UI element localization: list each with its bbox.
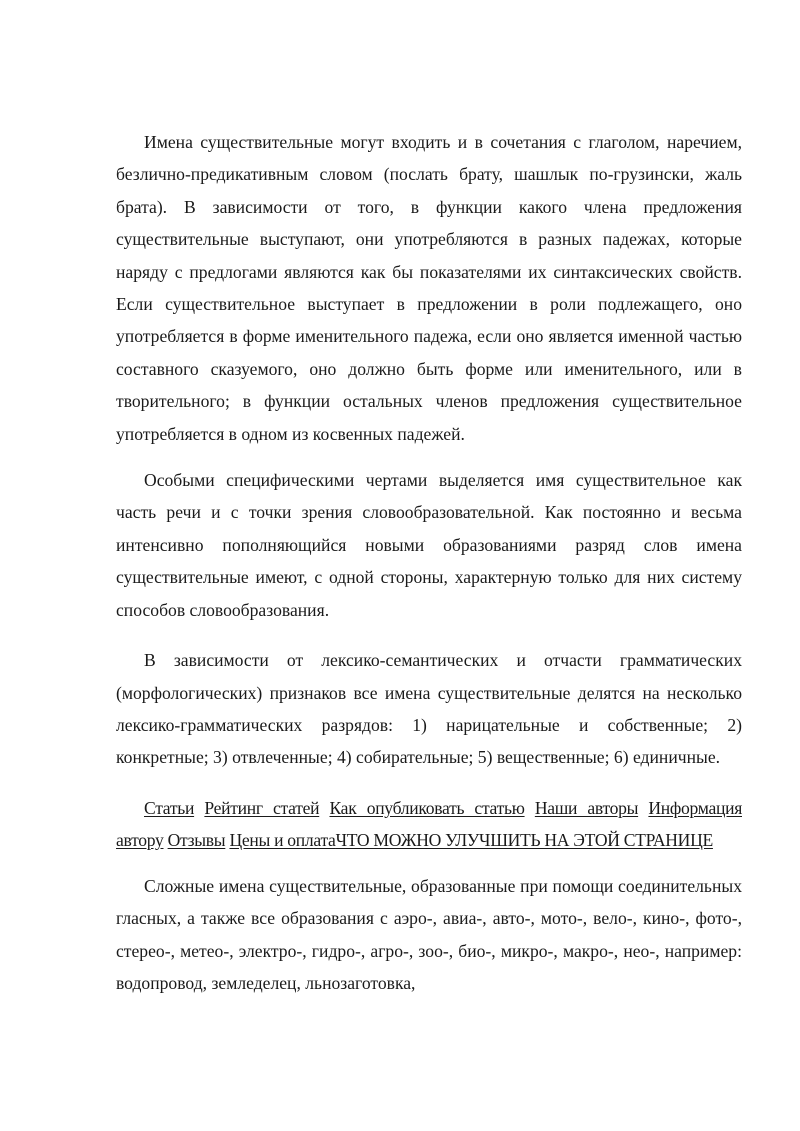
paragraph-word-formation: Особыми специфическими чертами выделяется имя существительное как часть речи и с точки зрения словообразовательной. Как постоянно и весьма интенсивно пополняющийся новыми образованиями разряд слов имена существительные имеют, с одной стороны, характерную только для них систему способов словообразования.	[116, 470, 742, 620]
link-articles[interactable]: Статьи	[144, 797, 195, 818]
site-nav-links	[116, 792, 742, 856]
paragraph-spacer	[116, 626, 742, 644]
paragraph-lexical-categories: В зависимости от лексико-семантических и отчасти грамматических (морфологических) признаков все имена существительные делятся на несколько лексико-грамматических разрядов: 1) нарицательные и собственные; 2) конкретные; 3) отвлеченные; 4) собирательные; 5) вещественные; 6) единичные.	[116, 650, 742, 768]
link-author-info[interactable]: Информация автору	[116, 797, 742, 850]
paragraph-spacer	[116, 856, 742, 870]
link-our-authors[interactable]: Наши авторы	[534, 797, 639, 818]
paragraph-spacer	[116, 774, 742, 792]
paragraph-compound-nouns: Сложные имена существительные, образованные при помощи соединительных гласных, а также все образования с аэро-, авиа-, авто-, мото-, вело-, кино-, фото-, стерео-, метео-, электро-, гидро-, агро-, зоо-, био-, микро-, макро-, нео-, например: водопровод, земледелец, льнозаготовка,	[116, 875, 742, 993]
document-body	[116, 126, 742, 999]
link-prices-payment[interactable]: Цены и оплата	[229, 829, 336, 850]
link-articles-rating[interactable]: Рейтинг статей	[204, 797, 320, 818]
link-improve-page[interactable]: ЧТО МОЖНО УЛУЧШИТЬ НА ЭТОЙ СТРАНИЦЕ	[335, 829, 713, 850]
paragraph-spacer	[116, 450, 742, 464]
paragraph-nouns-syntax: Имена существительные могут входить и в сочетания с глаголом, наречием, безлично-предикативным словом (послать брату, шашлык по-грузински, жаль брата). В зависимости от того, в функции какого члена предложения существительные выступают, они употребляются в разных падежах, которые наряду с предлогами являются как бы показателями их синтаксических свойств. Если существительное выступает в предложении в роли подлежащего, оно употребляется в форме именительного падежа, если оно является именной частью составного сказуемого, оно должно быть форме или именительного, или в творительного; в функции остальных членов предложения существительное употребляется в одном из косвенных падежей.	[116, 132, 742, 444]
link-how-to-publish[interactable]: Как опубликовать статью	[329, 797, 525, 818]
link-reviews[interactable]: Отзывы	[167, 829, 226, 850]
